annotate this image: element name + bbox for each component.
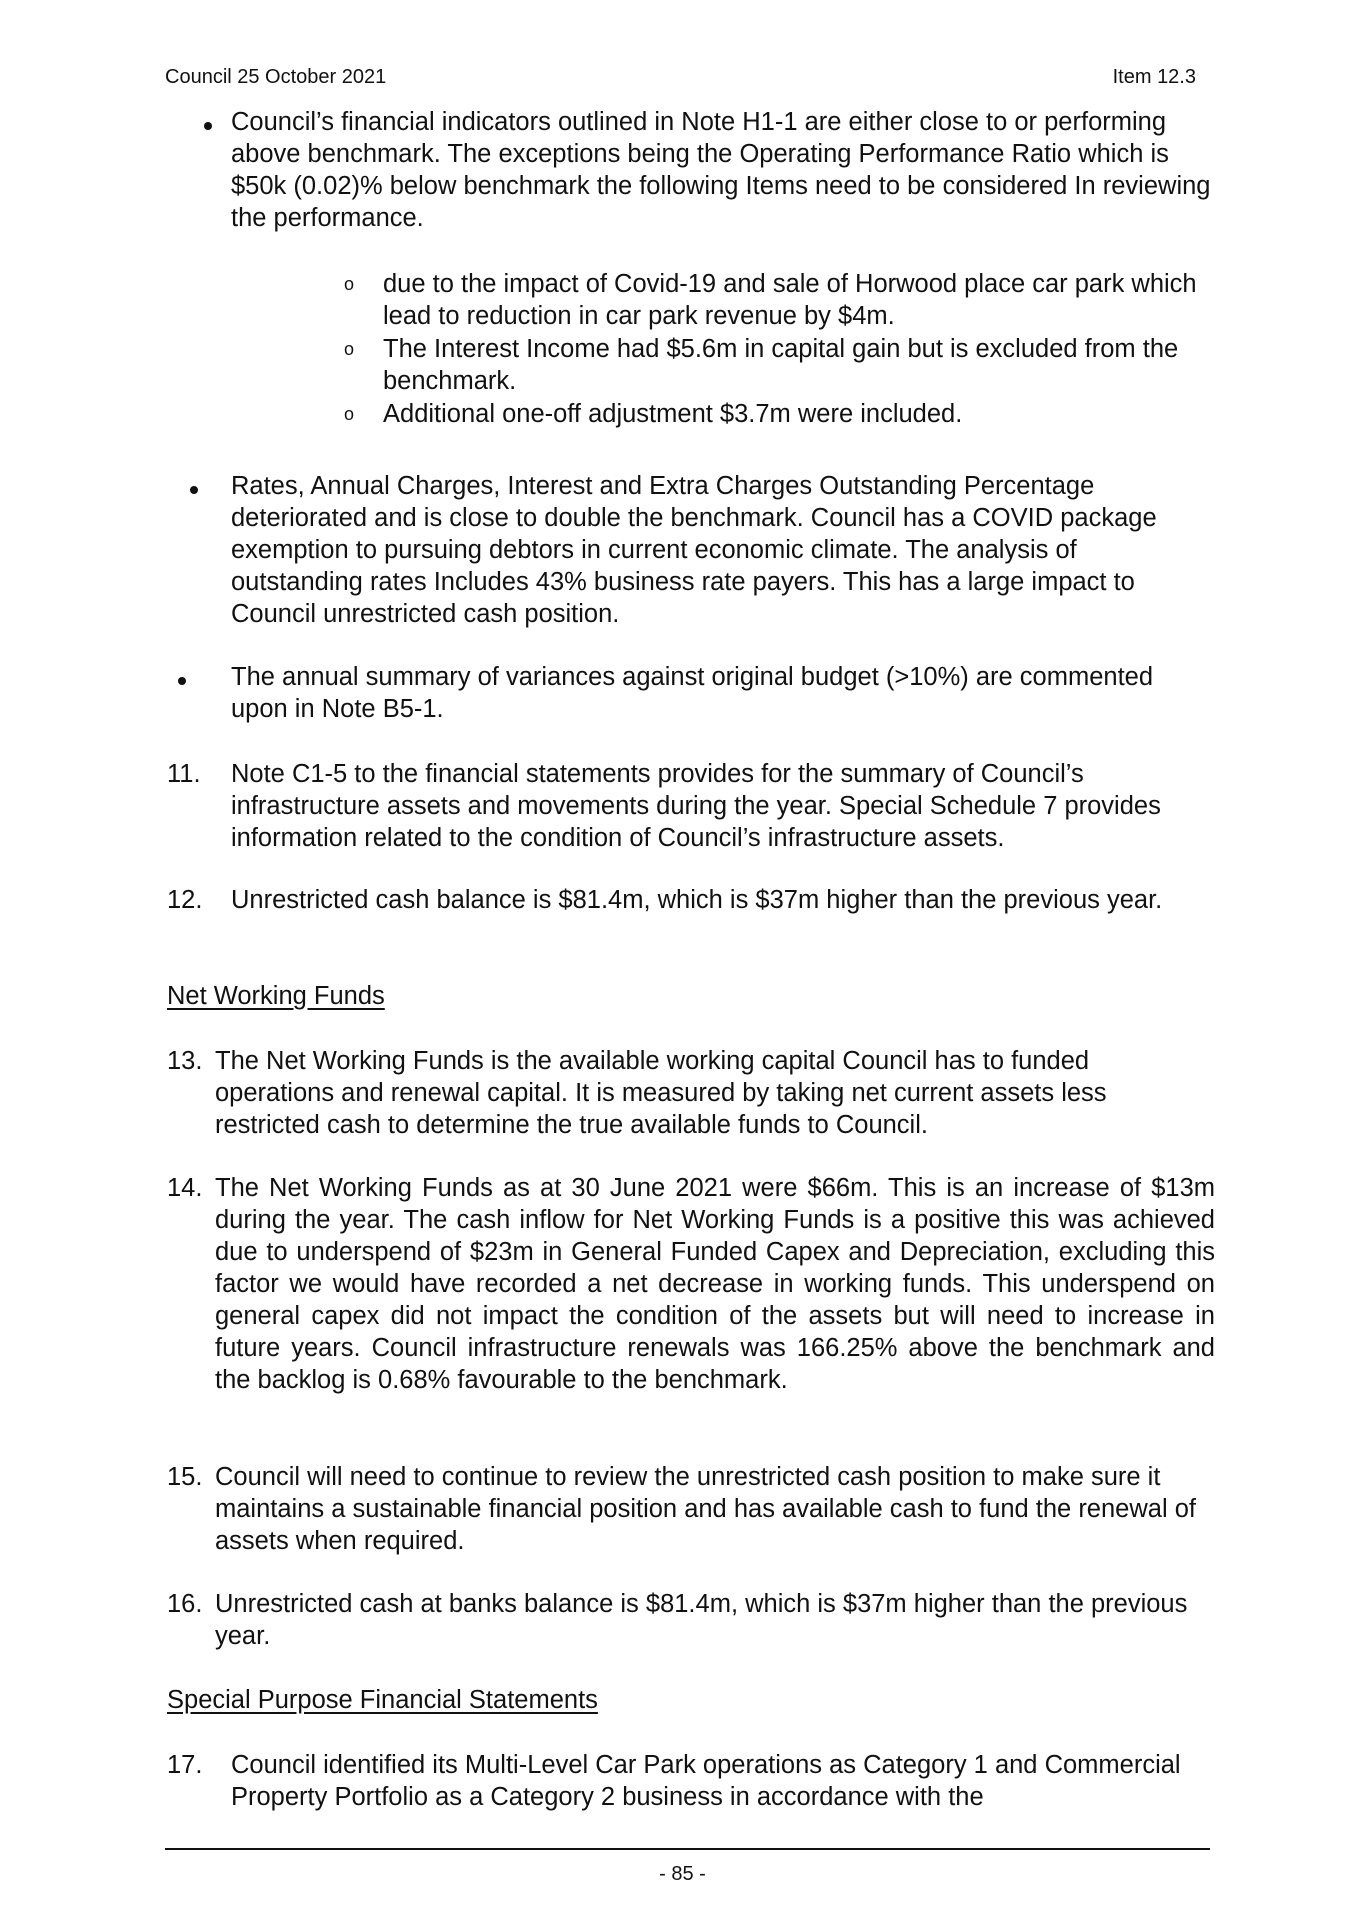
circle-bullet-icon: o: [344, 274, 355, 294]
item-number-header: Item 12.3: [1112, 66, 1196, 88]
numbered-paragraph: The Net Working Funds is the available working capital Council has to funded operations and renewal capital. It is measured by taking net current assets less restricted cash to determine the true available funds to Council.: [215, 1047, 1107, 1139]
bullet-paragraph: Rates, Annual Charges, Interest and Extra Charges Outstanding Percentage deteriorated and is close to double the benchmark. Council has a COVID package exemption to pursuing debtors in current economic climate. The analysis of outstanding rates Includes 43% business rate payers. This has a large impact to Council unrestricted cash position.: [231, 472, 1157, 628]
numbered-paragraph: Council identified its Multi-Level Car Park operations as Category 1 and Commercial Property Portfolio as a Category 2 business in accordance with the: [231, 1751, 1181, 1811]
bullet-paragraph: Council’s financial indicators outlined in Note H1-1 are either close to or performing above benchmark. The exceptions being the Operating Performance Ratio which is $50k (0.02)% below benchmark the following Items need to be considered In reviewing the performance.: [231, 108, 1211, 232]
item-number: 16.: [167, 1590, 203, 1618]
numbered-paragraph: The Net Working Funds as at 30 June 2021 were $66m. This is an increase of $13m during the year. The cash inflow for Net Working Funds is a positive this was achieved due to underspend of $23m in General Funded Capex and Depreciation, excluding this factor we would have recorded a net decrease in working funds. This underspend on general capex did not impact the condition of the assets but will need to increase in future years. Council infrastructure renewals was 166.25% above the benchmark and the backlog is 0.68% favourable to the benchmark.: [215, 1174, 1215, 1394]
numbered-paragraph: Council will need to continue to review the unrestricted cash position to make sure it maintains a sustainable financial position and has available cash to fund the renewal of assets when required.: [215, 1463, 1196, 1555]
item-number: 17.: [167, 1751, 203, 1779]
meeting-date-header: Council 25 October 2021: [165, 66, 387, 88]
numbered-paragraph: Unrestricted cash at banks balance is $81.4m, which is $37m higher than the previous year.: [215, 1590, 1188, 1650]
item-number: 15.: [167, 1463, 203, 1491]
circle-bullet-icon: o: [344, 404, 355, 424]
section-heading: Special Purpose Financial Statements: [167, 1686, 598, 1714]
item-number: 13.: [167, 1047, 203, 1075]
numbered-paragraph: Note C1-5 to the financial statements provides for the summary of Council’s infrastructure assets and movements during the year. Special Schedule 7 provides information related to the condition of Council’s infrastructure assets.: [231, 760, 1161, 852]
footer-rule: [165, 1848, 1210, 1850]
section-heading: Net Working Funds: [167, 982, 385, 1010]
item-number: 12.: [167, 886, 203, 914]
page-number: - 85 -: [659, 1863, 706, 1885]
circle-bullet-icon: o: [344, 339, 355, 359]
sub-bullet-paragraph: Additional one-off adjustment $3.7m were included.: [383, 400, 963, 428]
sub-bullet-paragraph: The Interest Income had $5.6m in capital gain but is excluded from the benchmark.: [383, 335, 1179, 395]
item-number: 14.: [167, 1174, 203, 1202]
sub-bullet-paragraph: due to the impact of Covid-19 and sale of Horwood place car park which lead to reduction in car park revenue by $4m.: [383, 270, 1197, 330]
bullet-icon: [190, 486, 198, 494]
bullet-paragraph: The annual summary of variances against original budget (>10%) are commented upon in Note B5-1.: [231, 663, 1154, 723]
item-number: 11.: [167, 760, 201, 788]
bullet-icon: [178, 677, 186, 685]
bullet-icon: [204, 122, 212, 130]
numbered-paragraph: Unrestricted cash balance is $81.4m, which is $37m higher than the previous year.: [231, 886, 1163, 914]
